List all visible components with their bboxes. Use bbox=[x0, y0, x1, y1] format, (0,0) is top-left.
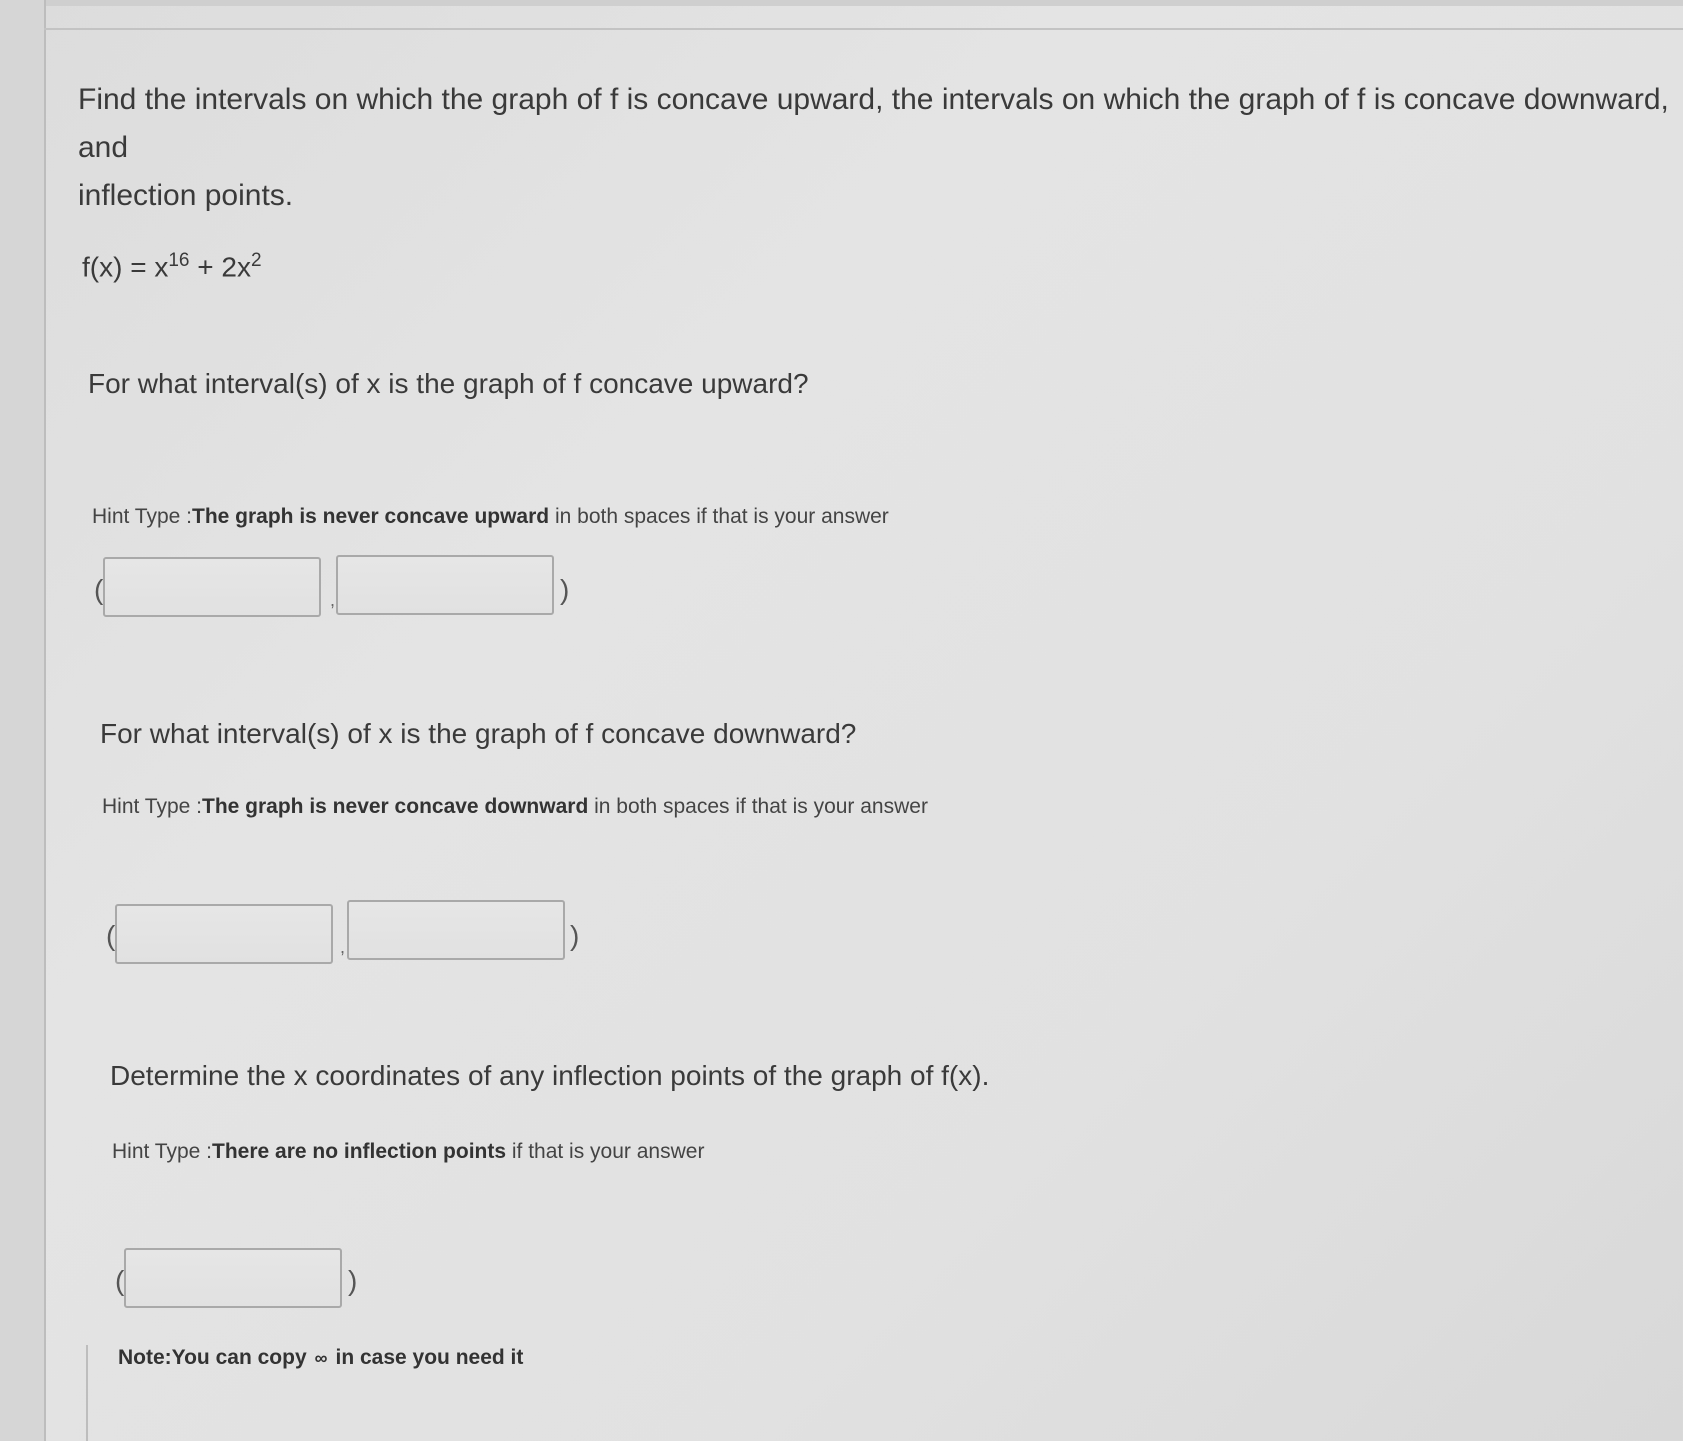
concave-up-hint-suffix: in both spaces if that is your answer bbox=[549, 505, 889, 528]
concave-up-hint-prefix: Hint Type : bbox=[92, 505, 192, 528]
concave-up-interval-start-input[interactable] bbox=[103, 557, 321, 617]
note-prefix: Note:You can copy bbox=[118, 1346, 307, 1369]
concave-down-hint-bold: The graph is never concave downward bbox=[202, 795, 589, 818]
inflection-x-coordinates-input[interactable] bbox=[124, 1248, 342, 1308]
question-intro-line-2: inflection points. bbox=[78, 179, 294, 212]
infinity-copy-note bbox=[118, 1346, 523, 1370]
question-intro-line-1: Find the intervals on which the graph of f is concave upward, the intervals on which the graph of f is concave downward, and bbox=[78, 83, 1669, 164]
inflection-open-paren: ( bbox=[115, 1265, 125, 1296]
content-left-divider bbox=[86, 1345, 88, 1441]
concave-down-interval-end-input[interactable] bbox=[347, 900, 565, 960]
function-expression bbox=[82, 250, 262, 283]
infinity-symbol[interactable]: ∞ bbox=[314, 1348, 328, 1368]
concave-down-hint bbox=[102, 795, 928, 819]
concave-up-open-paren: ( bbox=[94, 574, 104, 605]
concave-down-separator: , bbox=[340, 937, 346, 957]
concave-up-heading: For what interval(s) of x is the graph of f concave upward? bbox=[88, 368, 809, 399]
function-exponent-1: 16 bbox=[168, 250, 190, 271]
header-strip bbox=[0, 0, 1683, 6]
inflection-hint-suffix: if that is your answer bbox=[506, 1140, 705, 1163]
function-lhs: f(x) = x bbox=[82, 251, 169, 283]
inflection-hint-prefix: Hint Type : bbox=[112, 1140, 212, 1163]
concave-down-close-paren: ) bbox=[570, 920, 580, 951]
page-left-margin bbox=[0, 0, 46, 1441]
top-divider bbox=[44, 28, 1683, 30]
concave-down-interval-start-input[interactable] bbox=[115, 904, 333, 964]
concave-up-close-paren: ) bbox=[560, 574, 570, 605]
concave-down-hint-suffix: in both spaces if that is your answer bbox=[588, 795, 928, 818]
concave-up-interval-end-input[interactable] bbox=[336, 555, 554, 615]
concave-down-hint-prefix: Hint Type : bbox=[102, 795, 202, 818]
concave-up-hint bbox=[92, 505, 889, 529]
question-intro bbox=[78, 76, 1683, 220]
concave-up-separator: , bbox=[330, 590, 336, 610]
concave-down-open-paren: ( bbox=[106, 920, 116, 951]
concave-down-heading: For what interval(s) of x is the graph of f concave downward? bbox=[100, 718, 857, 749]
inflection-hint-bold: There are no inflection points bbox=[212, 1140, 507, 1163]
inflection-close-paren: ) bbox=[348, 1265, 358, 1296]
function-exponent-2: 2 bbox=[250, 250, 262, 271]
function-mid: + 2x bbox=[189, 251, 251, 283]
inflection-hint bbox=[112, 1140, 704, 1164]
note-suffix: in case you need it bbox=[335, 1346, 524, 1369]
inflection-heading: Determine the x coordinates of any inflection points of the graph of f(x). bbox=[110, 1060, 990, 1091]
concave-up-hint-bold: The graph is never concave upward bbox=[192, 505, 550, 528]
